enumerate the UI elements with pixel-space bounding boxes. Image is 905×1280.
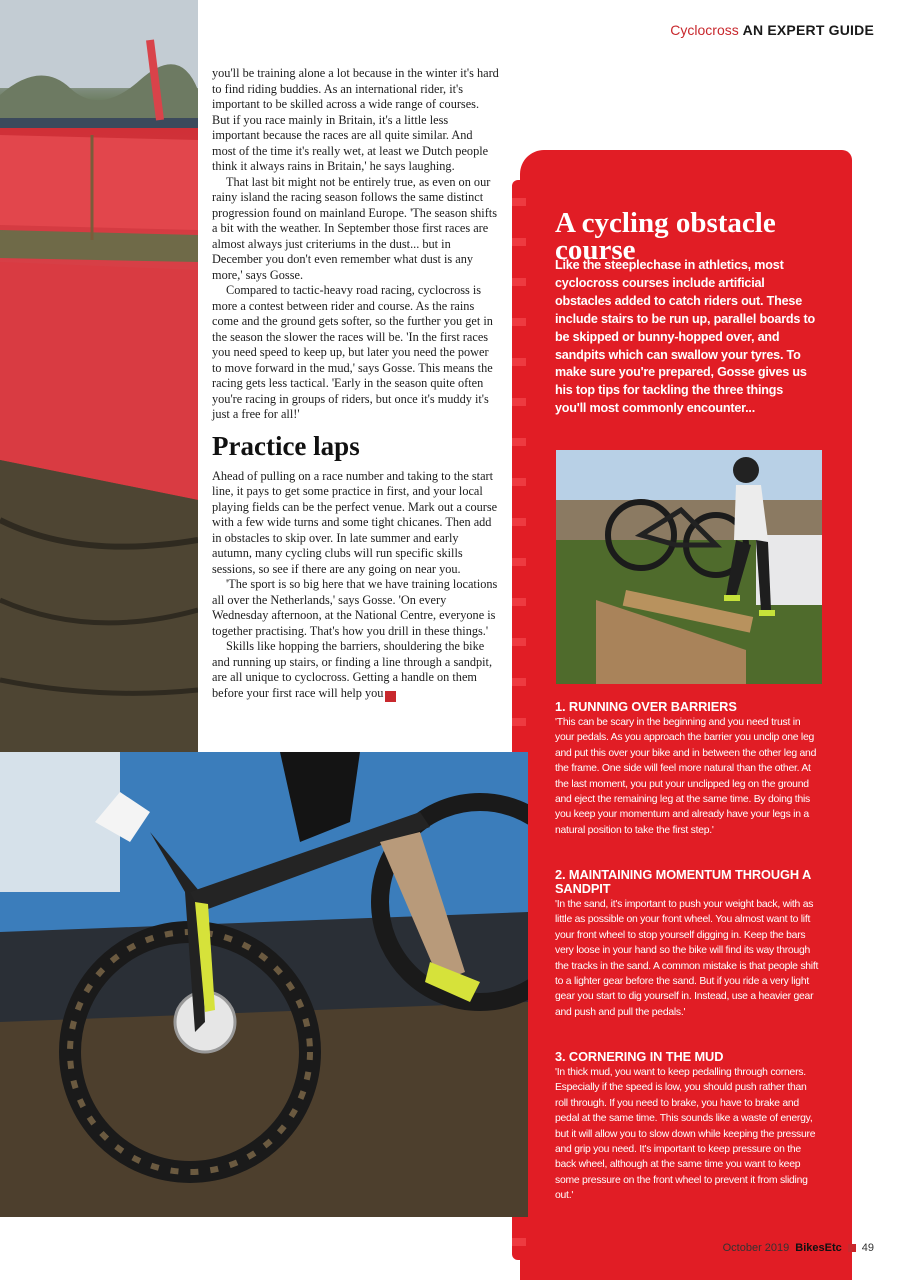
continue-arrow-icon: ➔ — [385, 691, 396, 702]
muddy-bike-graphic — [0, 752, 528, 1217]
article-paragraph-text: Skills like hopping the barriers, shouldering the bike and running up stairs, or finding a line through a sandpit, are all unique to cyclocross. Getting a handle on them before your first race will help you — [212, 639, 493, 700]
article-subheading: Practice laps — [212, 430, 360, 461]
page-footer — [723, 1242, 874, 1254]
article-body — [212, 66, 499, 702]
photo-rider-barrier — [556, 450, 822, 684]
section-name: Cyclocross — [670, 22, 739, 38]
tip-3 — [555, 1050, 821, 1204]
page-header — [670, 22, 874, 38]
tip-text: 'In thick mud, you want to keep pedalling through corners. Especially if the speed is low, you should push rather than roll through. If you need to brake, you have to brake and pedal at the same time. This sounds like a waste of energy, but it will allow you to slow down while keeping the pressure and grip you need. It's important to keep pressure on the back wheel, although at the same time you want to keep some pressure on the front wheel to prevent it from sliding out.' — [555, 1067, 816, 1202]
sidebar-intro: Like the steeplechase in athletics, most cyclocross courses include artificial obstacles added to catch riders out. These include stairs to be run up, parallel boards to be skipped or bunny-hopped over, and sandpits which can swallow your tyres. To make sure you're prepared, Gosse gives us his top tips for tackling the three things you'll most commonly encounter... — [555, 258, 816, 416]
page-number: 49 — [861, 1242, 874, 1254]
tip-2 — [555, 868, 821, 1020]
tip-text: 'In the sand, it's important to push your weight back, with as little as possible on your front wheel. You almost want to lift your front wheel to stop yourself digging in. Keep the bars very loose in your hand so the bike will find its way through the tracks in the sand. A common mistake is that people shift to a lighter gear before the sand. But if you ride a very light gear you start to dig yourself in. Instead, use a heavier gear and push and pull the pedals.' — [555, 899, 819, 1018]
article-paragraph-last — [212, 639, 499, 702]
tip-heading: 1. RUNNING OVER BARRIERS — [555, 699, 737, 714]
tip-text: 'This can be scary in the beginning and you need trust in your pedals. As you approach the barrier you unclip one leg and put this over your bike and in between the other leg and the frame. One side will feel more natural than the other. At the last moment, you put your unclipped leg on the ground and eject the remaining leg at the same time. By doing this you keep your momentum and already have your legs in a natural position to take the first step.' — [555, 717, 817, 836]
article-paragraph: Ahead of pulling on a race number and taking to the start line, it pays to get some practice in first, and your local playing fields can be the perfect venue. Mark out a course with a few wide turns and some tight chicanes. Then add in obstacles to skip over. In late summer and early autumn, many cycling clubs will run specific skills sessions, so see if there are any going on near you. — [212, 468, 498, 576]
footer-square-icon — [848, 1244, 856, 1252]
tip-1 — [555, 700, 821, 838]
article-paragraph: That last bit might not be entirely true, as even on our rainy island the racing season follows the same distinct progression found on mainland Europe. 'The season shifts a bit with the weather. In September those first races are almost always just criteriums in the dust... but in December you don't even remember what dust is any more,' says Gosse. — [212, 174, 497, 282]
article-paragraph: Compared to tactic-heavy road racing, cyclocross is more a contest between rider and course. As the rains come and the ground gets softer, so the further you get in the season the slower the races will be. 'In the first races you need speed to keep up, but later you need the power to move forward in the mud,' says Gosse. This means the racing gets less tactical. 'Early in the season quite often you're racing in groups of riders, but once it's muddy it's just a free for all!' — [212, 283, 493, 421]
article-paragraph: you'll be training alone a lot because in the winter it's hard to find riding buddies. As an international rider, it's important to be skilled across a wide range of courses. But if you race mainly in Britain, it's a little less important because the races are all quite similar. And most of the time it's really wet, at least we Dutch people think it always rains in Britain,' he says laughing. — [212, 66, 499, 173]
section-subtitle: AN EXPERT GUIDE — [742, 22, 874, 38]
sidebar-title: A cycling obstacle course — [555, 207, 776, 267]
photo-course-tape — [0, 0, 198, 752]
tip-heading: 2. MAINTAINING MOMENTUM THROUGH A SANDPIT — [555, 867, 811, 896]
article-paragraph: 'The sport is so big here that we have training locations all over the Netherlands,' says Gosse. 'On every Wednesday afternoon, at the National Centre, everyone is together practising. That's how you drill in these things.' — [212, 577, 498, 638]
course-tape-graphic — [0, 0, 198, 752]
tip-heading: 3. CORNERING IN THE MUD — [555, 1049, 724, 1064]
rider-barrier-graphic — [556, 450, 822, 684]
issue-date: October 2019 — [722, 1242, 790, 1254]
photo-muddy-bike — [0, 752, 528, 1217]
magazine-name: BikesEtc — [795, 1242, 842, 1254]
